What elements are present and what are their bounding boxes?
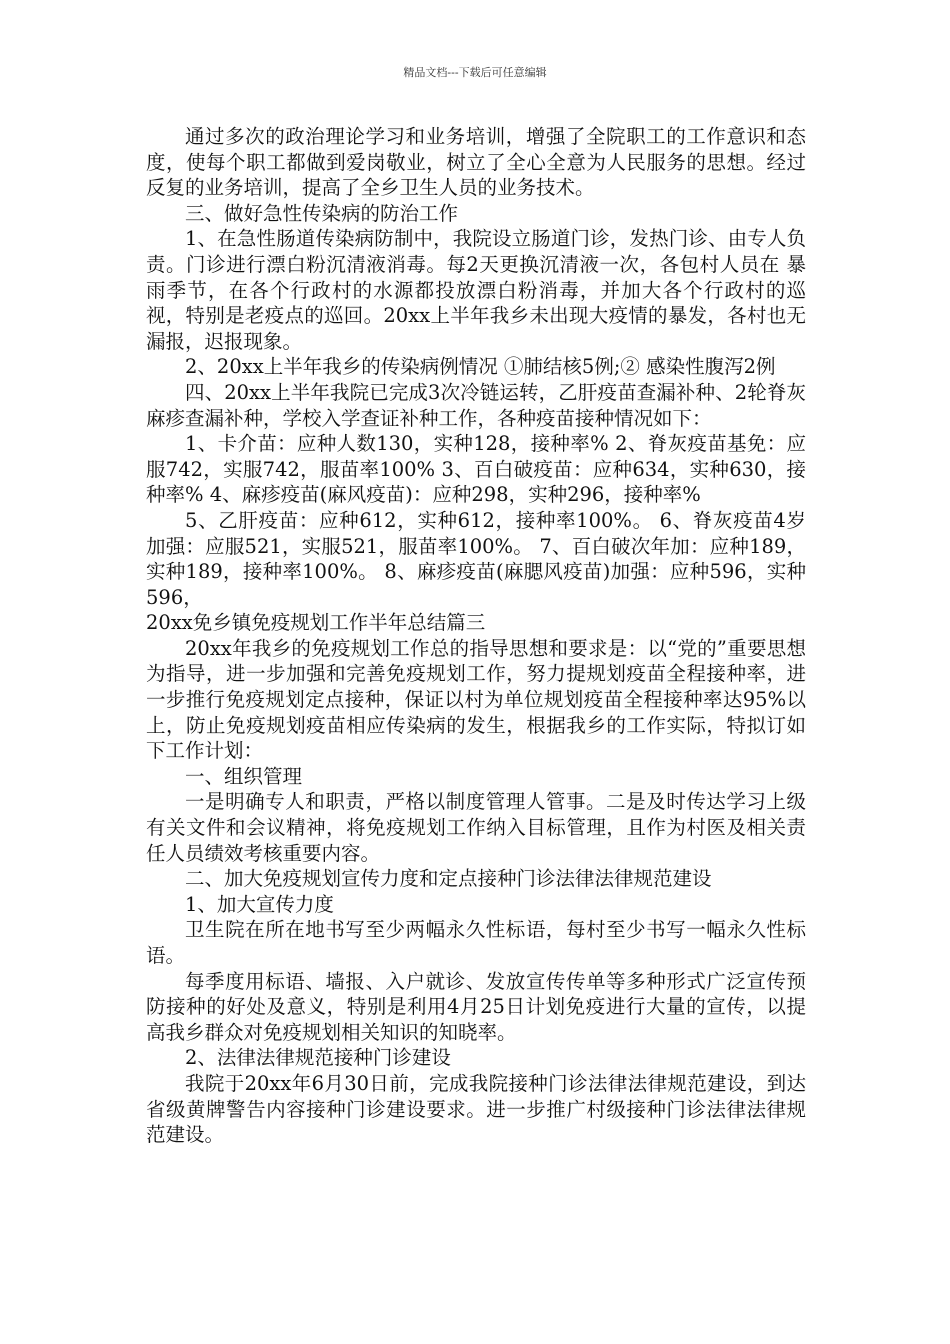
subsection-heading: 1、加大宣传力度 <box>185 892 334 916</box>
document-body <box>146 124 806 1148</box>
page-header: 精品文档---下载后可任意编辑 <box>403 66 547 79</box>
paragraph: 5、乙肝疫苗：应种612，实种612，接种率100%。 6、脊灰疫苗4岁加强：应服521，实服521，服苗率100%。 7、百白破次年加：应种189，实种189，接种率100%。 8、麻疹疫苗(麻腮风疫苗)加强：应种596，实种596， <box>146 508 806 609</box>
article-title: 20xx免乡镇免疫规划工作半年总结篇三 <box>146 611 486 635</box>
paragraph: 1、卡介苗：应种人数130，实种128，接种率% 2、脊灰疫苗基免：应服742，实服742，服苗率100% 3、百白破疫苗：应种634，实种630，接种率% 4、麻疹疫苗(麻风疫苗)：应种298，实种296，接种率% <box>146 432 806 507</box>
paragraph: 一是明确专人和职责，严格以制度管理人管事。二是及时传达学习上级有关文件和会议精神，将免疫规划工作纳入目标管理，且作为村医及相关责任人员绩效考核重要内容。 <box>146 790 806 865</box>
paragraph: 2、20xx上半年我乡的传染病例情况 ①肺结核5例;② 感染性腹泻2例 <box>185 355 776 379</box>
paragraph: 1、在急性肠道传染病防制中，我院设立肠道门诊，发热门诊、由专人负责。门诊进行漂白粉沉清液消毒。每2天更换沉清液一次，各包村人员在 暴雨季节，在各个行政村的水源都投放漂白粉消毒，并加大各个行政村的巡视，特别是老疫点的巡回。20xx上半年我乡未出现大疫情的暴发，各村也无漏报，迟报现象。 <box>146 227 806 353</box>
paragraph: 卫生院在所在地书写至少两幅永久性标语，每村至少书写一幅永久性标语。 <box>146 918 806 967</box>
subsection-heading: 2、法律法律规范接种门诊建设 <box>185 1046 451 1070</box>
paragraph: 20xx年我乡的免疫规划工作总的指导思想和要求是：以“党的”重要思想为指导，进一步加强和完善免疫规划工作，努力提规划疫苗全程接种率，进一步推行免疫规划定点接种，保证以村为单位规划疫苗全程接种率达95%以上，防止免疫规划疫苗相应传染病的发生，根据我乡的工作实际，特拟订如下工作计划： <box>146 636 806 763</box>
paragraph: 每季度用标语、墙报、入户就诊、发放宣传传单等多种形式广泛宣传预防接种的好处及意义，特别是利用4月25日计划免疫进行大量的宣传，以提高我乡群众对免疫规划相关知识的知晓率。 <box>146 969 806 1044</box>
paragraph: 我院于20xx年6月30日前，完成我院接种门诊法律法律规范建设，到达省级黄牌警告内容接种门诊建设要求。进一步推广村级接种门诊法律法律规范建设。 <box>146 1071 806 1147</box>
section-heading: 一、组织管理 <box>185 764 303 788</box>
paragraph: 通过多次的政治理论学习和业务培训，增强了全院职工的工作意识和态度，使每个职工都做到爱岗敬业，树立了全心全意为人民服务的思想。经过反复的业务培训，提高了全乡卫生人员的业务技术。 <box>146 125 806 200</box>
section-heading: 四、20xx上半年我院已完成3次冷链运转，乙肝疫苗查漏补种、2轮脊灰麻疹查漏补种，学校入学查证补种工作，各种疫苗接种情况如下： <box>146 380 806 430</box>
section-heading: 三、做好急性传染病的防治工作 <box>185 201 459 225</box>
section-heading: 二、加大免疫规划宣传力度和定点接种门诊法律法律规范建设 <box>185 867 712 891</box>
